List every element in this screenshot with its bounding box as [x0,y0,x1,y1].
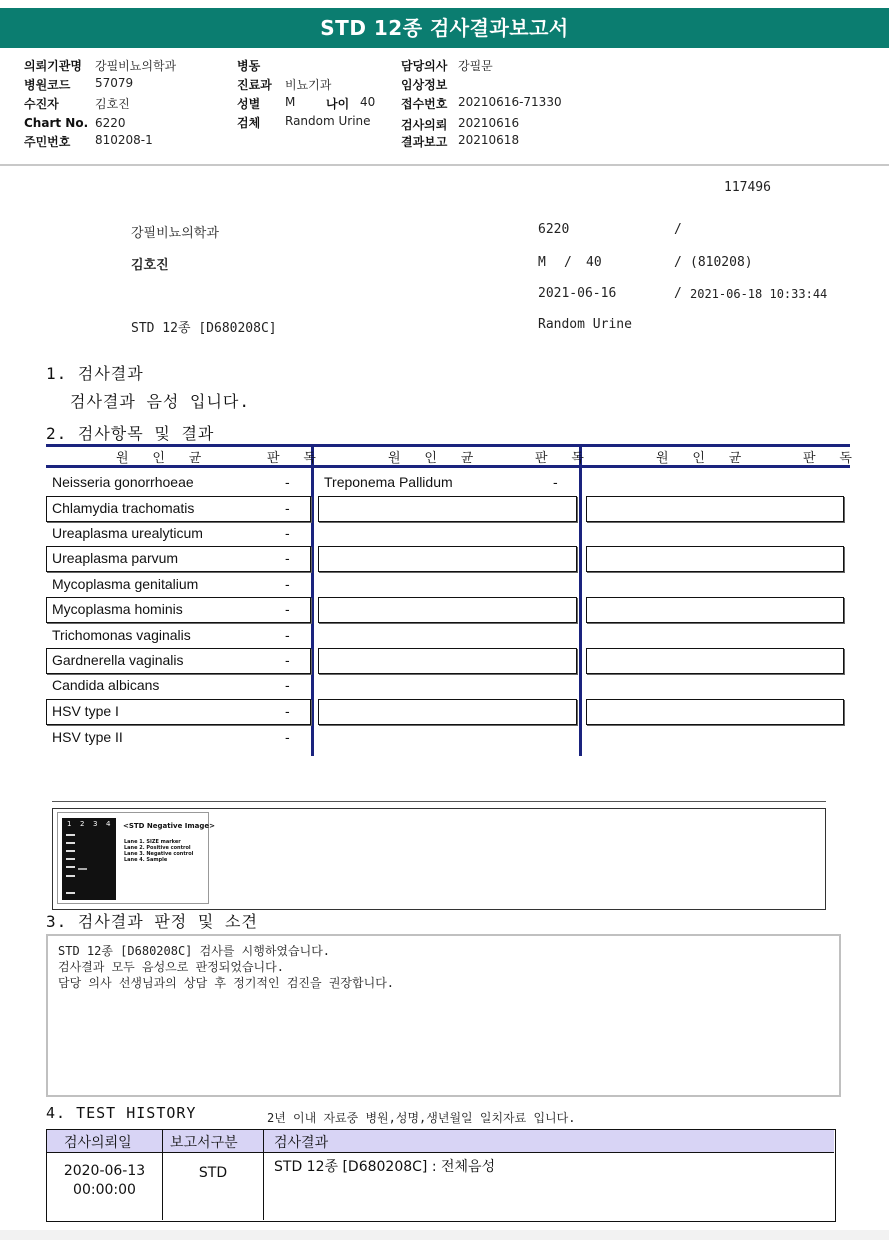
history-col-header: 검사결과 [274,1135,329,1151]
header-value: 김호진 [95,97,130,111]
history-col-header: 검사의뢰일 [64,1135,132,1151]
gel-band [66,850,75,852]
gel-legend-item: Lane 2. Positive control [124,845,191,851]
pathogen-name: Trichomonas vaginalis [52,627,191,643]
report-number: 117496 [724,180,771,195]
info-separator: / [674,222,682,237]
result-row-box [318,648,577,674]
pathogen-name: Chlamydia trachomatis [52,500,195,516]
lane-number: 2 [80,820,85,828]
header-label: 의뢰기관명 [24,59,82,73]
header-label: 병원코드 [24,78,71,92]
pathogen-result: - [285,474,290,490]
info-birth: (810208) [690,255,753,270]
col-header-result: 판 독 [267,451,324,466]
section3-title: 3. 검사결과 판정 및 소견 [46,912,258,931]
result-row-box [586,648,844,674]
gel-legend [124,839,193,863]
gel-band [66,858,75,860]
history-date: 2020-06-13 [63,1163,146,1179]
section1-result: 검사결과 음성 입니다. [70,392,251,411]
divider [52,801,826,802]
gel-lanes-image [62,818,116,900]
pathogen-result: - [285,500,290,516]
header-label: 나이 [326,97,350,111]
gel-legend-item: Lane 3. Negative control [124,851,194,857]
history-header-row [47,1130,834,1153]
opinion-line: 담당 의사 선생님과의 상담 후 정기적인 검진을 권장합니다. [58,976,395,990]
pathogen-name: Ureaplasma parvum [52,550,179,566]
result-row-box [586,546,844,572]
section4-title: 4. TEST HISTORY [46,1104,197,1122]
header-value: 57079 [95,76,134,90]
pathogen-name: Gardnerella vaginalis [52,652,184,668]
col-header-name: 원 인 균 [116,451,210,466]
pathogen-result: - [285,729,290,745]
pathogen-result: - [285,703,290,719]
header-value: Random Urine [285,114,371,128]
pathogen-result: - [285,550,290,566]
pathogen-result: - [285,627,290,643]
pathogen-result: - [285,525,290,541]
gel-band [66,892,75,894]
pathogen-name: Candida albicans [52,677,160,693]
header-value: 40 [360,95,376,109]
table-column-divider [311,444,314,756]
lane-number: 1 [67,820,72,828]
header-label: 성별 [237,97,261,111]
gel-image-title: <STD Negative Image> [123,822,216,830]
header-value: 강필비뇨의학과 [95,59,177,73]
header-label: 접수번호 [401,97,448,111]
history-note: 2년 이내 자료중 병원,성명,생년월일 일치자료 입니다. [267,1111,576,1125]
col-header-result: 판 독 [535,451,592,466]
header-label: 검사의뢰 [401,118,448,132]
header-label: 검체 [237,116,261,130]
history-column-divider [263,1130,264,1220]
pathogen-result: - [285,677,290,693]
result-row-box [318,496,577,522]
pathogen-result: - [553,474,558,490]
history-result: STD 12종 [D680208C] : 전체음성 [274,1159,496,1175]
result-row-box [318,546,577,572]
opinion-line: 검사결과 모두 음성으로 판정되었습니다. [58,960,284,974]
gel-band [66,842,75,844]
report-title: STD 12종 검사결과보고서 [320,16,569,40]
header-label: Chart No. [24,116,89,130]
result-row-box [586,699,844,725]
pathogen-name: Ureaplasma urealyticum [52,525,203,541]
gel-band [78,868,87,870]
history-time: 00:00:00 [73,1182,136,1198]
info-separator: / [674,286,682,301]
info-date-request: 2021-06-16 [538,286,617,301]
header-block [0,48,889,166]
info-separator: / [564,255,572,270]
header-label: 담당의사 [401,59,448,73]
pathogen-result: - [285,576,290,592]
header-value: 강필문 [458,59,493,73]
col-header-name: 원 인 균 [388,451,482,466]
section1-title: 1. 검사결과 [46,364,144,383]
result-row-box [586,496,844,522]
history-type: STD [198,1165,228,1181]
info-separator: / [674,255,682,270]
opinion-line: STD 12종 [D680208C] 검사를 시행하였습니다. [58,944,331,958]
info-age: 40 [586,255,602,270]
pathogen-name: Neisseria gonorrhoeae [52,474,194,490]
pathogen-name: Mycoplasma hominis [52,601,183,617]
gel-legend-item: Lane 1. SIZE marker [124,839,181,845]
header-value: 810208-1 [95,133,153,147]
gel-band [66,875,75,877]
result-row-box [318,597,577,623]
header-label: 결과보고 [401,135,448,149]
info-sex: M [538,255,546,270]
history-col-header: 보고서구분 [170,1135,238,1151]
pathogen-name: Mycoplasma genitalium [52,576,199,592]
col-header-name: 원 인 균 [656,451,750,466]
header-value: 20210618 [458,133,520,147]
result-row-box [586,597,844,623]
header-label: 병동 [237,59,261,73]
info-hospital: 강필비뇨의학과 [131,226,219,241]
gel-legend-item: Lane 4. Sample [124,857,168,863]
pathogen-result: - [285,652,290,668]
gel-band [66,866,75,868]
lane-number: 4 [106,820,111,828]
header-label: 진료과 [237,78,272,92]
info-test-name: STD 12종 [D680208C] [131,321,277,336]
header-label: 주민번호 [24,135,71,149]
table-column-divider [579,444,582,756]
header-value: 20210616 [458,116,520,130]
lane-number: 3 [93,820,98,828]
title-bar [0,8,889,48]
header-value: 비뇨기과 [285,78,332,92]
header-value: 6220 [95,116,126,130]
gel-band [66,834,75,836]
section2-title: 2. 검사항목 및 결과 [46,424,215,443]
info-specimen: Random Urine [538,317,632,332]
info-patient: 김호진 [131,258,169,273]
pathogen-name: Treponema Pallidum [324,474,453,490]
col-header-result: 판 독 [803,451,860,466]
info-date-report: 2021-06-18 10:33:44 [690,287,828,301]
header-value: M [285,95,296,109]
result-row-box [318,699,577,725]
pathogen-name: HSV type I [52,703,119,719]
info-chart: 6220 [538,222,570,237]
header-label: 임상정보 [401,78,448,92]
pathogen-name: HSV type II [52,729,123,745]
header-label: 수진자 [24,97,59,111]
header-value: 20210616-71330 [458,95,562,109]
pathogen-result: - [285,601,290,617]
